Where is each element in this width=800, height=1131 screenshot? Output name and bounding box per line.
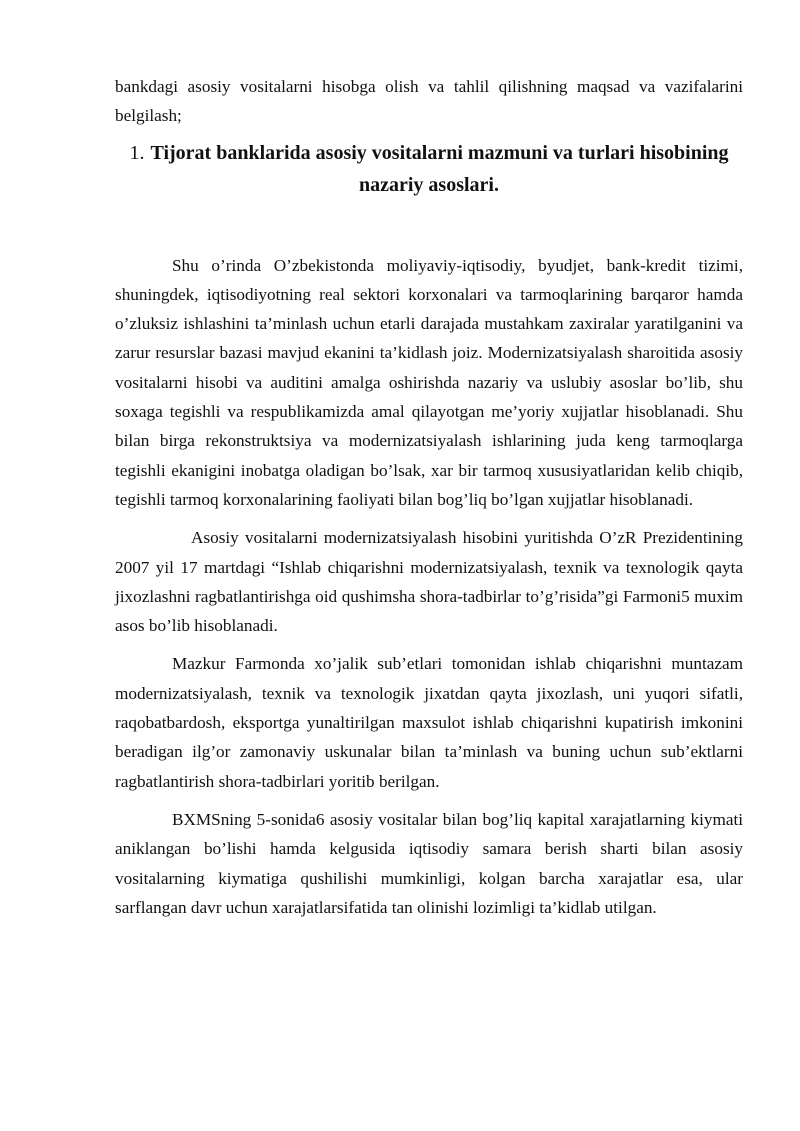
body-paragraph-1: Shu o’rinda O’zbekistonda moliyaviy-iqtisodiy, byudjet, bank-kredit tizimi, shuningdek, iqtisodiyotning real sektori korxonalari va tarmoqlarining barqaror hamda o’zluksiz ishlashini ta’minlash uchun etarli darajada mustahkam zaxiralar yaratilganini va zarur resurslar bazasi mavjud ekanini ta’kidlash joiz. Modernizatsiyalash sharoitida asosiy vositalarni hisobi va auditini amalga oshirishda nazariy va uslubiy asoslar bo’lib, shu soxaga tegishli va respublikamizda amal qilayotgan me’yoriy xujjatlar hisoblanadi. Shu bilan birga rekonstruktsiya va modernizatsiyalash ishlarining juda keng tarmoqlarga tegishli ekanigini inobatga oladigan bo’lsak, xar bir tarmoq xususiyatlaridan kelib chiqib, tegishli tarmoq korxonalarining faoliyati bilan bog’liq bo’lgan xujjatlar hisoblanadi. [115, 255, 743, 509]
document-page [115, 72, 743, 922]
intro-paragraph: bankdagi asosiy vositalarni hisobga olish va tahlil qilishning maqsad va vazifalarini belgilash; [115, 77, 743, 126]
section-title: Tijorat banklarida asosiy vositalarni mazmuni va turlari hisobining nazariy asoslari. [150, 141, 729, 196]
body-paragraph-2: Asosiy vositalarni modernizatsiyalash hisobini yuritishda O’zR Prezidentining 2007 yil 17 martdagi “Ishlab chiqarishni modernizatsiyalash, texnik va texnologik qayta jixozlashni ragbatlantirishga oid qushimsha shora-tadbirlar to’g’risida”gi Farmoni5 muxim asos bo’lib hisoblanadi. [115, 528, 743, 636]
body-paragraph-4: BXMSning 5-sonida6 asosiy vositalar bilan bog’liq kapital xarajatlarning kiymati aniklangan bo’lishi hamda kelgusida iqtisodiy samara berish sharti bilan asosiy vositalarning kiymatiga qushilishi mumkinligi, kolgan barcha xarajatlar esa, ular sarflangan davr uchun xarajatlarsifatida tan olinishi lozimligi ta’kidlab utilgan. [115, 809, 743, 917]
section-number: 1. [129, 141, 145, 164]
section-heading [115, 137, 743, 201]
body-paragraph-3: Mazkur Farmonda xo’jalik sub’etlari tomonidan ishlab chiqarishni muntazam modernizatsiyalash, texnik va texnologik jixatdan qayta jixozlash, uni yuqori sifatli, raqobatbardosh, eksportga yunaltirilgan maxsulot ishlab chiqarishni kupatirish imkonini beradigan ilg’or zamonaviy uskunalar bilan ta’minlash va buning uchun sub’ektlarni ragbatlantirish shora-tadbirlari yoritib berilgan. [115, 654, 743, 791]
